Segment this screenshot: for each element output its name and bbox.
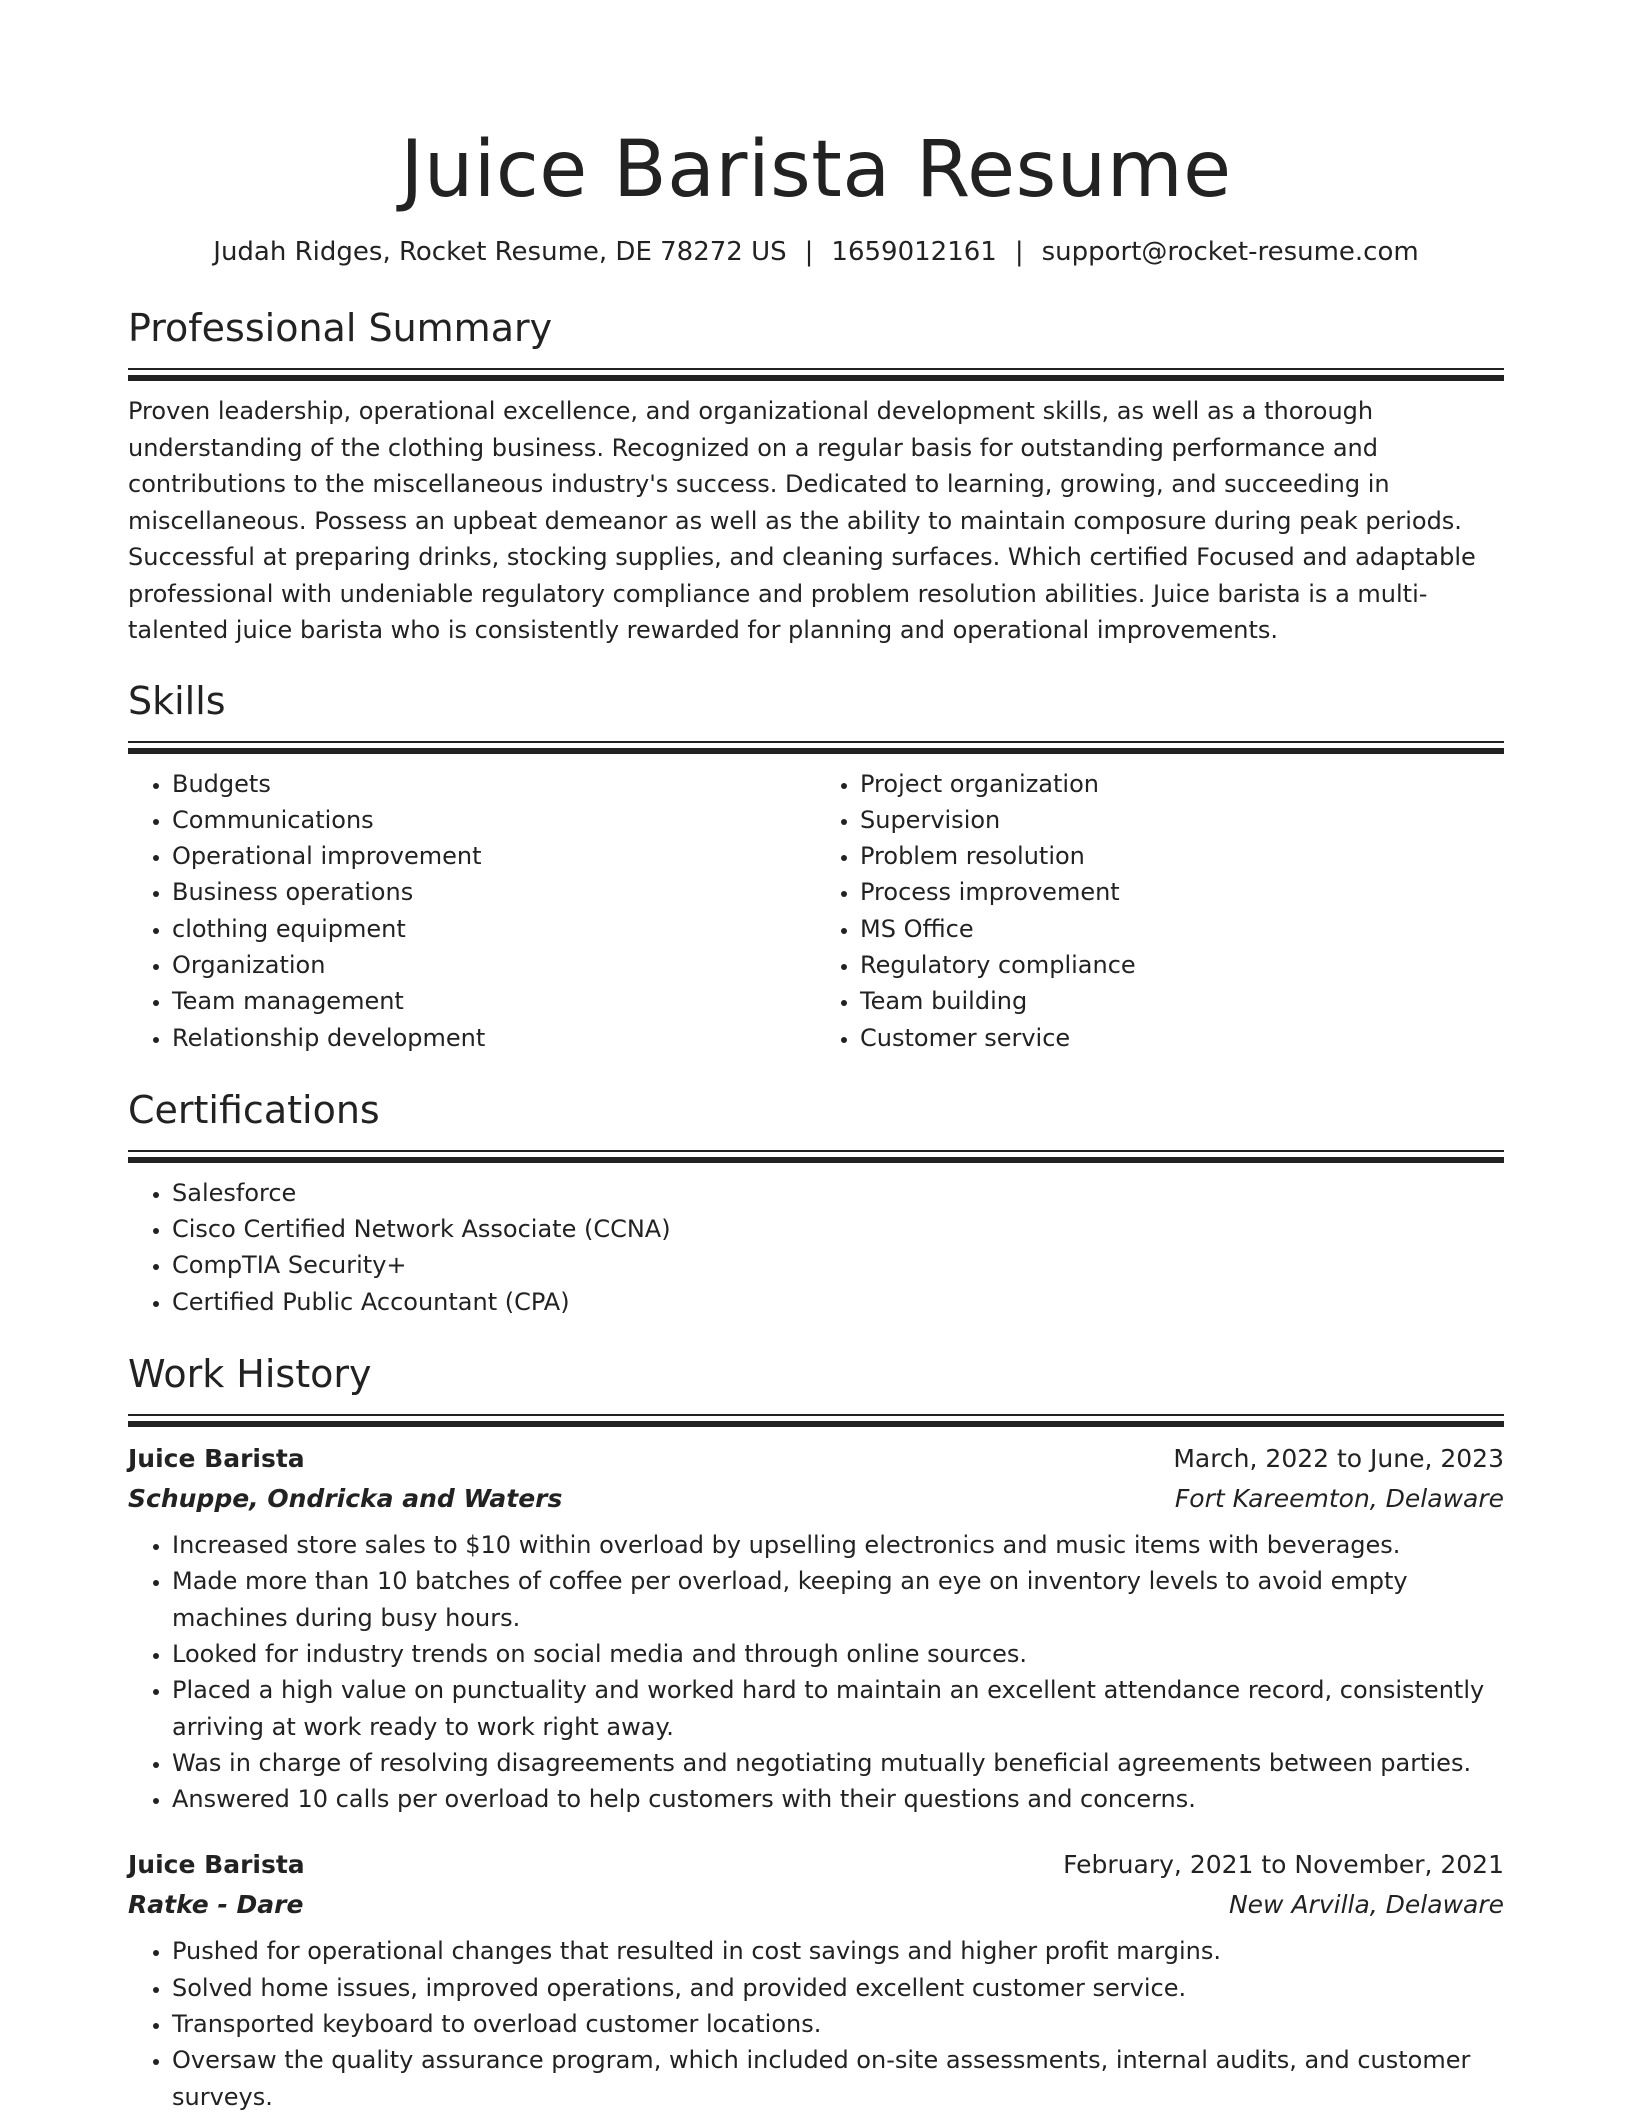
summary-text: Proven leadership, operational excellence, and organizational development skills, as well as a thorough understanding of the clothing business. Recognized on a regular basis for outstanding performance and contributions to the miscellaneous industry's success. Dedicated to learning, growing, and succeeding in miscellaneous. Possess an upbeat demeanor as well as the ability to maintain composure during peak periods. Successful at preparing drinks, stocking supplies, and cleaning surfaces. Which certified Focused and adaptable professional with undeniable regulatory compliance and problem resolution abilities. Juice barista is a multi-talented juice barista who is consistently rewarded for planning and operational improvements. bbox=[128, 397, 1476, 644]
job-bullet: • Made more than 10 batches of coffee per overload, keeping an eye on inventory levels to avoid empty machines during busy hours. bbox=[172, 1563, 1504, 1636]
skill-item: • Budgets bbox=[172, 766, 816, 802]
job-bullets bbox=[128, 1933, 1504, 2114]
job-bullet: • Pushed for operational changes that resulted in cost savings and higher profit margins. bbox=[172, 1933, 1504, 1969]
job-subheader bbox=[128, 1885, 1504, 1925]
section-heading: Certifications bbox=[128, 1087, 380, 1132]
skill-item: • Organization bbox=[172, 947, 816, 983]
skill-item: • Business operations bbox=[172, 874, 816, 910]
skill-item: • Supervision bbox=[860, 802, 1504, 838]
resume-page bbox=[128, 0, 1504, 2115]
job-bullet: • Looked for industry trends on social media and through online sources. bbox=[172, 1636, 1504, 1672]
section-divider bbox=[128, 1414, 1504, 1427]
contact-phone: 1659012161 bbox=[831, 237, 997, 267]
contact-line bbox=[128, 234, 1504, 270]
certification-item: • CompTIA Security+ bbox=[172, 1247, 1504, 1283]
certifications-list bbox=[128, 1175, 1504, 1320]
skill-item: • MS Office bbox=[860, 911, 1504, 947]
skill-item: • Team management bbox=[172, 983, 816, 1019]
skill-item: • Project organization bbox=[860, 766, 1504, 802]
contact-separator: | bbox=[804, 237, 814, 267]
certification-item: • Cisco Certified Network Associate (CCNA) bbox=[172, 1211, 1504, 1247]
work-history-section bbox=[128, 1350, 1504, 2115]
section-heading: Professional Summary bbox=[128, 306, 553, 350]
job-location: Fort Kareemton, Delaware bbox=[1174, 1484, 1504, 1514]
job-bullet: • Oversaw the quality assurance program, which included on-site assessments, internal audits, and customer surveys. bbox=[172, 2042, 1504, 2115]
section-divider bbox=[128, 368, 1504, 381]
skill-item: • clothing equipment bbox=[172, 911, 816, 947]
job-bullet: • Increased store sales to $10 within overload by upselling electronics and music items with beverages. bbox=[172, 1527, 1504, 1563]
skill-item: • Operational improvement bbox=[172, 838, 816, 874]
skills-list-right bbox=[816, 766, 1504, 1056]
job-bullet: • Was in charge of resolving disagreements and negotiating mutually beneficial agreements between parties. bbox=[172, 1745, 1504, 1781]
job-bullet: • Answered 10 calls per overload to help customers with their questions and concerns. bbox=[172, 1781, 1504, 1817]
contact-address: Judah Ridges, Rocket Resume, DE 78272 US bbox=[213, 237, 787, 267]
job-company: Schuppe, Ondricka and Waters bbox=[128, 1484, 563, 1514]
skill-item: • Regulatory compliance bbox=[860, 947, 1504, 983]
job-location: New Arvilla, Delaware bbox=[1228, 1890, 1504, 1920]
job-entry bbox=[128, 1439, 1504, 1817]
job-bullets bbox=[128, 1527, 1504, 1817]
job-header bbox=[128, 1845, 1504, 1885]
section-heading: Work History bbox=[128, 1352, 372, 1397]
summary-section bbox=[128, 304, 1504, 649]
job-title: Juice Barista bbox=[128, 1444, 305, 1474]
skill-item: • Relationship development bbox=[172, 1020, 816, 1056]
job-header bbox=[128, 1439, 1504, 1479]
job-company: Ratke - Dare bbox=[128, 1890, 304, 1920]
skill-item: • Customer service bbox=[860, 1020, 1504, 1056]
job-bullet: • Transported keyboard to overload customer locations. bbox=[172, 2006, 1504, 2042]
section-divider bbox=[128, 741, 1504, 754]
job-subheader bbox=[128, 1479, 1504, 1519]
job-entry bbox=[128, 1845, 1504, 2114]
certification-item: • Certified Public Accountant (CPA) bbox=[172, 1284, 1504, 1320]
certification-item: • Salesforce bbox=[172, 1175, 1504, 1211]
job-title: Juice Barista bbox=[128, 1850, 305, 1880]
skills-list-left bbox=[128, 766, 816, 1056]
skill-item: • Problem resolution bbox=[860, 838, 1504, 874]
skill-item: • Team building bbox=[860, 983, 1504, 1019]
contact-email[interactable]: support@rocket-resume.com bbox=[1041, 237, 1419, 267]
contact-separator: | bbox=[1014, 237, 1024, 267]
job-bullet: • Solved home issues, improved operations, and provided excellent customer service. bbox=[172, 1970, 1504, 2006]
skill-item: • Communications bbox=[172, 802, 816, 838]
section-heading: Skills bbox=[128, 678, 226, 723]
job-bullet: • Placed a high value on punctuality and worked hard to maintain an excellent attendance record, consistently arriving at work ready to work right away. bbox=[172, 1672, 1504, 1745]
skill-item: • Process improvement bbox=[860, 874, 1504, 910]
job-dates: February, 2021 to November, 2021 bbox=[1063, 1850, 1504, 1880]
resume-title: Juice Barista Resume bbox=[400, 125, 1232, 215]
certifications-section bbox=[128, 1086, 1504, 1320]
section-divider bbox=[128, 1150, 1504, 1163]
skills-section bbox=[128, 677, 1504, 1056]
job-dates: March, 2022 to June, 2023 bbox=[1173, 1444, 1504, 1474]
skills-grid bbox=[128, 766, 1504, 1056]
